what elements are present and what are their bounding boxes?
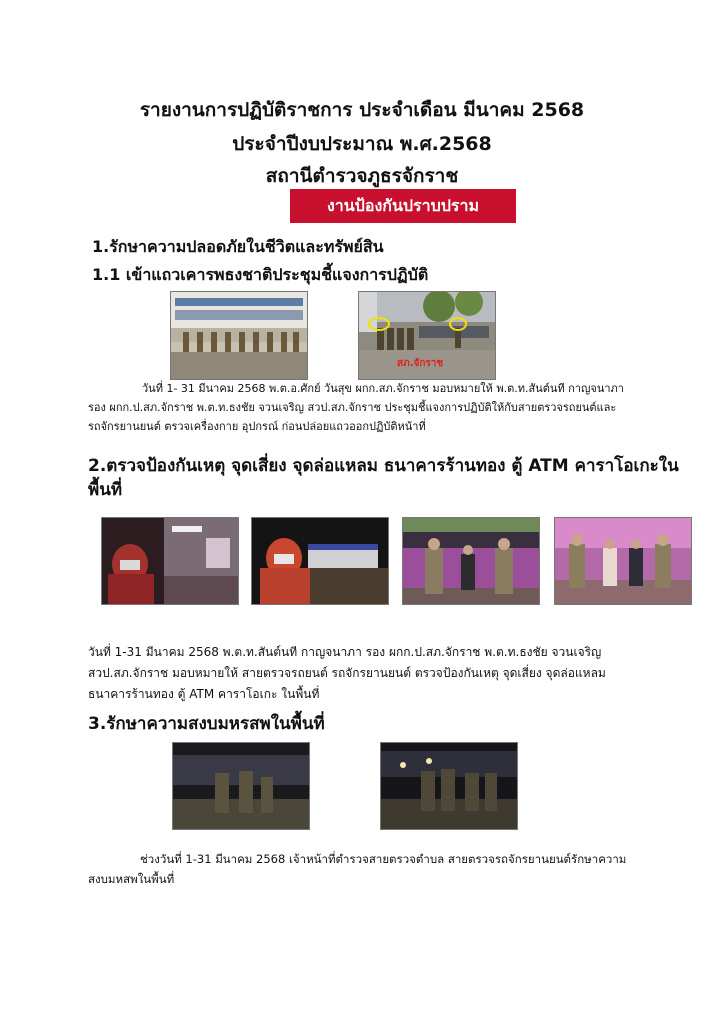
section1-subheading: 1.1 เข้าแถวเคารพธงชาติประชุมชี้แจงการปฏิบัติ [92,265,429,284]
section2-heading-line2: พื้นที่ [88,480,123,500]
photo-event-2 [380,742,518,830]
photo-patrol-1 [101,517,239,605]
photo-evening-briefing [358,291,496,380]
photo-patrol-4 [554,517,692,605]
section1-text-line1: วันที่ 1- 31 มีนาคม 2568 พ.ต.อ.ศักย์ วันสุข ผกก.สภ.จักราช มอบหมายให้ พ.ต.ท.สันต์นที กาญจนาภา [142,382,624,395]
photo-watermark-text: สภ.จักราช [397,358,444,369]
photo-event-1 [172,742,310,830]
section2-text-line2: สวป.สภ.จักราช มอบหมายให้ สายตรวจรถยนต์ รถจักรยานยนต์ ตรวจป้องกันเหตุ จุดเสี่ยง จุดล่อแหลม [88,666,606,680]
section2-heading-line1: 2.ตรวจป้องกันเหตุ จุดเสี่ยง จุดล่อแหลม ธนาคารร้านทอง ตู้ ATM คาราโอเกะใน [88,456,679,476]
section3-text-line2: สงบมหสพในพื้นที่ [88,872,175,886]
photo-flag-assembly [170,291,308,380]
photo-patrol-2 [251,517,389,605]
report-title: รายงานการปฏิบัติราชการ ประจำเดือน มีนาคม 2568 [139,99,585,121]
section3-text-line1: ช่วงวันที่ 1-31 มีนาคม 2568 เจ้าหน้าที่ตำรวจสายตรวจตำบล สายตรวจรถจักรยานยนต์รักษาความ [140,852,627,866]
fiscal-year-title: ประจำปีงบประมาณ พ.ศ.2568 [232,133,492,155]
section2-text-line3: ธนาคารร้านทอง ตู้ ATM คาราโอเกะ ในพื้นที่ [88,687,320,701]
section2-text-line1: วันที่ 1-31 มีนาคม 2568 พ.ต.ท.สันต์นที กาญจนาภา รอง ผกก.ป.สภ.จักราช พ.ต.ท.ธงชัย จวนเจริญ [88,645,602,659]
section1-heading: 1.รักษาความปลอดภัยในชีวิตและทรัพย์สิน [92,237,384,256]
station-title: สถานีตำรวจภูธรจักราช [265,165,459,187]
section1-text-line3: รถจักรยานยนต์ ตรวจเครื่องกาย อุปกรณ์ ก่อนปล่อยแถวออกปฏิบัติหน้าที่ [88,420,426,433]
photo-patrol-3 [402,517,540,605]
section1-text-line2: รอง ผกก.ป.สภ.จักราช พ.ต.ท.ธงชัย จวนเจริญ สวป.สภ.จักราช ประชุมชี้แจงการปฏิบัติให้กับสายตรวจรถยนต์และ [88,401,617,414]
section3-heading: 3.รักษาความสงบมหรสพในพื้นที่ [88,714,325,734]
section-badge: งานป้องกันปราบปราม [290,189,516,223]
